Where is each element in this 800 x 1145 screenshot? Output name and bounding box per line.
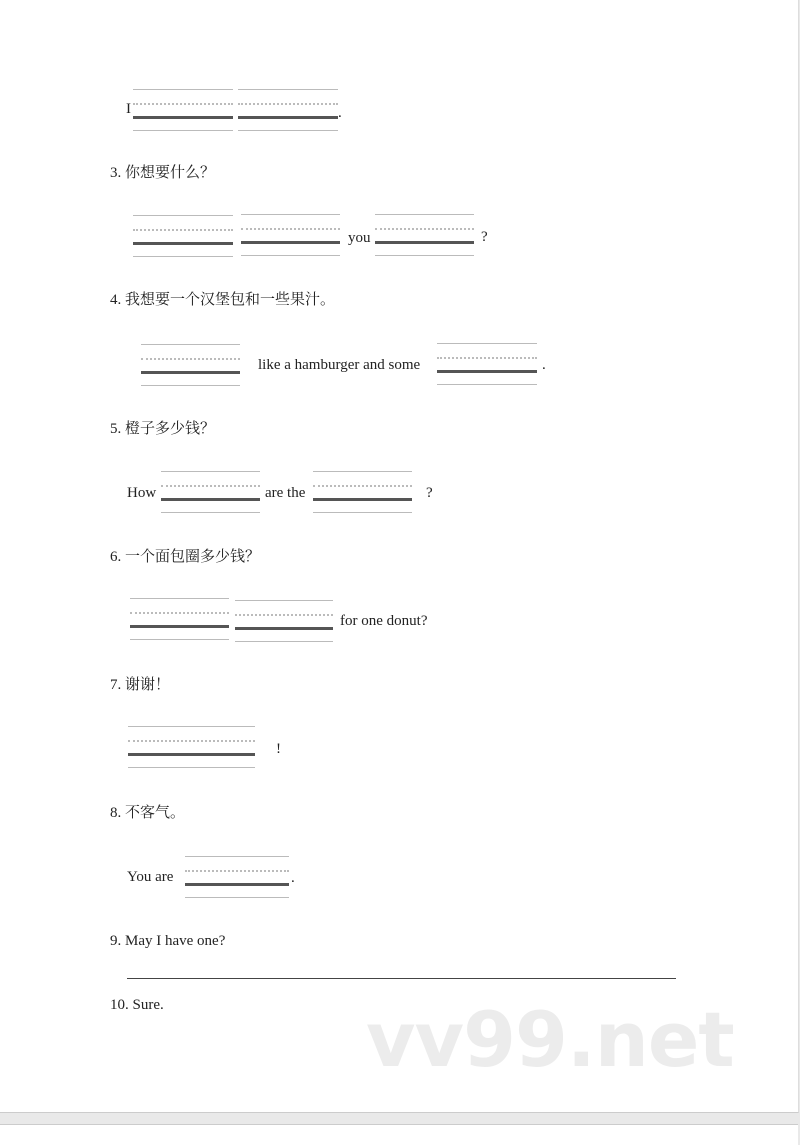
question-7-label: 7. 谢谢！ <box>110 677 171 693</box>
q3-text-you: you <box>348 230 371 246</box>
question-8-label: 8. 不客气。 <box>110 805 186 821</box>
writing-grid[interactable] <box>235 600 333 644</box>
writing-grid[interactable] <box>161 471 260 515</box>
question-9-label: 9. May I have one? <box>110 933 226 949</box>
watermark: vv99.net <box>366 995 734 1084</box>
q8-text-you-are: You are <box>127 869 174 885</box>
next-page <box>0 1124 798 1145</box>
writing-grid[interactable] <box>437 343 537 387</box>
q7-exclamation: ! <box>276 741 281 757</box>
question-3-label: 3. 你想要什么？ <box>110 165 216 181</box>
q4-text: like a hamburger and some <box>258 357 421 373</box>
question-4-label: 4. 我想要一个汉堡包和一些果汁。 <box>110 292 336 308</box>
question-10-label: 10. Sure. <box>110 997 164 1013</box>
q3-question-mark: ? <box>481 229 488 245</box>
writing-grid[interactable] <box>133 89 233 133</box>
q8-period: . <box>291 870 295 886</box>
question-5-label: 5. 橙子多少钱？ <box>110 421 216 437</box>
q5-question-mark: ? <box>426 485 433 501</box>
writing-grid[interactable] <box>185 856 289 900</box>
writing-grid[interactable] <box>241 214 340 258</box>
q2-period: . <box>338 105 342 121</box>
writing-grid[interactable] <box>238 89 338 133</box>
q2-text-i: I <box>126 101 131 117</box>
answer-line[interactable] <box>127 978 676 979</box>
q6-text: for one donut? <box>340 613 428 629</box>
writing-grid[interactable] <box>375 214 474 258</box>
question-6-label: 6. 一个面包圈多少钱？ <box>110 549 261 565</box>
q4-period: . <box>542 357 546 373</box>
writing-grid[interactable] <box>128 726 255 770</box>
writing-grid[interactable] <box>133 215 233 259</box>
writing-grid[interactable] <box>141 344 240 388</box>
q5-text-how: How <box>127 485 157 501</box>
writing-grid[interactable] <box>313 471 412 515</box>
writing-grid[interactable] <box>130 598 229 642</box>
q5-text-are-the: are the <box>265 485 306 501</box>
